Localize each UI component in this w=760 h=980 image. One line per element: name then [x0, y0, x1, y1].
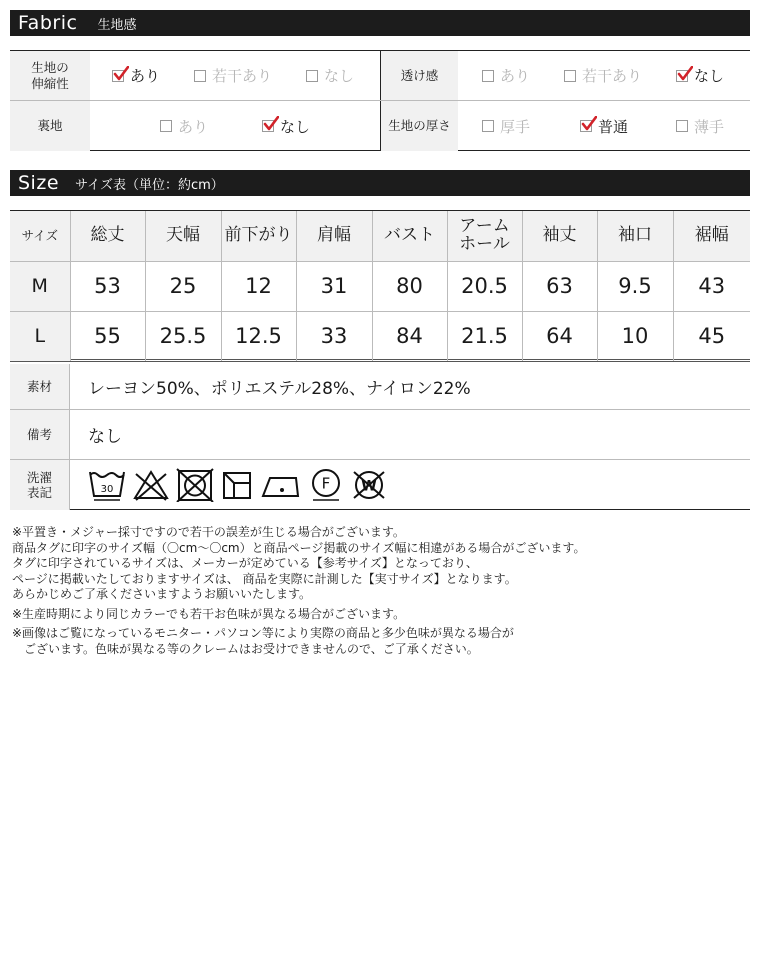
material-label: 素材: [10, 364, 70, 409]
fabric-row-2: [10, 101, 750, 151]
note-line: ページに掲載いたしておりますサイズは、 商品を実際に計測した【実寸サイズ】となります。: [12, 571, 517, 586]
table-cell: 63: [522, 261, 597, 311]
table-cell: 53: [70, 261, 145, 311]
sheer-option-1-text: あり: [500, 67, 531, 85]
header-cell: 天幅: [145, 211, 221, 261]
wash-30-icon: [88, 468, 126, 502]
check-mark-icon: [263, 116, 279, 132]
table-cell: 45: [698, 324, 726, 349]
stretch-option-2-text: 若干あり: [212, 67, 273, 85]
table-cell: 21.5: [447, 311, 522, 361]
fabric-header: [10, 10, 750, 36]
stretch-option-2: [194, 51, 272, 100]
size-label: M: [10, 261, 70, 311]
lining-option-1-text: あり: [178, 117, 209, 136]
no-wet-clean-icon: [350, 468, 388, 502]
material-value: レーヨン50%、ポリエステル28%、ナイロン22%: [88, 379, 471, 399]
stretch-label-text: 生地の 伸縮性: [31, 59, 69, 91]
table-cell: 64: [522, 311, 597, 361]
sheer-label: [381, 51, 458, 100]
stretch-option-3-text: なし: [324, 67, 355, 85]
header-cell: 裾幅: [673, 211, 750, 261]
header-cell: バスト: [372, 211, 447, 261]
check-mark-icon: [581, 116, 597, 132]
note-line: ございます。色味が異なる等のクレームはお受けできませんので、ご了承ください。: [12, 641, 479, 656]
stretch-option-1: [112, 51, 160, 100]
thickness-option-1-text: 厚手: [500, 117, 531, 136]
care-row: [10, 460, 750, 510]
header-cell: 総丈: [70, 211, 145, 261]
stretch-option-1-text: あり: [130, 67, 161, 85]
note-line: ※生産時期により同じカラーでも若干お色味が異なる場合がございます。: [12, 606, 406, 621]
remarks-label: 備考: [10, 410, 70, 459]
fabric-table: [10, 50, 750, 151]
thickness-option-2: [580, 101, 628, 151]
sheer-option-3: [676, 51, 724, 100]
note-line: ※画像はご覧になっているモニター・パソコン等により実際の商品と多少色味が異なる場合が: [12, 626, 514, 640]
check-mark-icon: [677, 66, 693, 82]
table-row: [10, 261, 750, 311]
thickness-option-3-text: 薄手: [694, 117, 725, 136]
header-armhole: アームホール: [459, 215, 510, 254]
table-row: [10, 311, 750, 361]
svg-text:F: F: [321, 474, 331, 493]
header-cell: 前下がり: [221, 211, 296, 261]
fabric-title-jp: 生地感: [97, 17, 137, 33]
remarks-row: [10, 410, 750, 460]
note-line: 商品タグに印字のサイズ幅（〇cm〜〇cm）と商品ページ掲載のサイズ幅に相違がある場合がございます。: [12, 540, 586, 555]
table-cell: 10: [597, 311, 673, 361]
thickness-label: [381, 101, 458, 151]
table-cell: 12: [221, 261, 296, 311]
note-line: ※平置き・メジャー採寸ですので若干の誤差が生じる場合がございます。: [12, 525, 405, 539]
size-title-en: Size: [18, 172, 60, 194]
table-cell: 20.5: [447, 261, 522, 311]
table-cell: 84: [372, 311, 447, 361]
note-line: タグに印字されているサイズは、メーカーが定めている【参考サイズ】となっており、: [12, 556, 478, 570]
table-cell: 12.5: [221, 311, 296, 361]
header-cell: 袖口: [597, 211, 673, 261]
material-row: [10, 364, 750, 410]
lining-option-2: [262, 101, 310, 151]
sheer-label-text: 透け感: [400, 67, 439, 83]
header-cell: 肩幅: [296, 211, 372, 261]
size-header: [10, 170, 750, 196]
sheer-option-2: [564, 51, 642, 100]
line-dry-shade-icon: [220, 468, 254, 502]
fabric-title-en: Fabric: [18, 12, 78, 34]
stretch-option-3: [306, 51, 354, 100]
notes: [12, 525, 748, 657]
fabric-row-1: [10, 51, 750, 101]
stretch-label: [10, 51, 90, 100]
size-table: [10, 210, 750, 362]
table-cell: 80: [372, 261, 447, 311]
iron-low-icon: [260, 468, 302, 502]
sheer-option-3-text: なし: [694, 67, 725, 85]
care-label: 洗濯表記: [26, 470, 52, 500]
no-bleach-icon: [132, 468, 170, 502]
size-label: L: [10, 311, 70, 361]
table-cell: 55: [70, 311, 145, 361]
table-cell: 25.5: [145, 311, 221, 361]
thickness-label-text: 生地の厚さ: [388, 118, 451, 134]
table-cell: 9.5: [597, 261, 673, 311]
no-tumble-dry-icon: [176, 468, 214, 502]
header-cell: 袖丈: [522, 211, 597, 261]
size-header-row: [10, 211, 750, 261]
thickness-option-1: [482, 101, 530, 151]
remarks-value: なし: [88, 427, 122, 447]
lining-label-text: 裏地: [37, 118, 63, 134]
wash-temp: 30: [100, 484, 114, 495]
lining-option-2-text: なし: [280, 117, 311, 136]
lining-label: [10, 101, 90, 151]
header-cell: [447, 211, 522, 261]
svg-text:W: W: [361, 478, 377, 495]
table-cell: 25: [145, 261, 221, 311]
note-line: あらかじめご了承くださいますようお願いいたします。: [12, 587, 312, 601]
care-label-cell: [10, 460, 70, 510]
thickness-option-2-text: 普通: [598, 117, 629, 136]
sheer-option-1: [482, 51, 530, 100]
info-table: [10, 364, 750, 510]
care-icons: [70, 460, 388, 510]
thickness-option-3: [676, 101, 724, 151]
table-cell: 43: [673, 261, 750, 311]
dry-clean-f-icon: [308, 468, 344, 502]
lining-option-1: [160, 101, 208, 151]
size-title-jp: サイズ表（単位：約cm）: [75, 177, 224, 193]
check-mark-icon: [113, 66, 129, 82]
sheer-option-2-text: 若干あり: [582, 67, 643, 85]
table-cell: 31: [296, 261, 372, 311]
table-cell: 33: [296, 311, 372, 361]
size-corner: サイズ: [10, 211, 70, 261]
